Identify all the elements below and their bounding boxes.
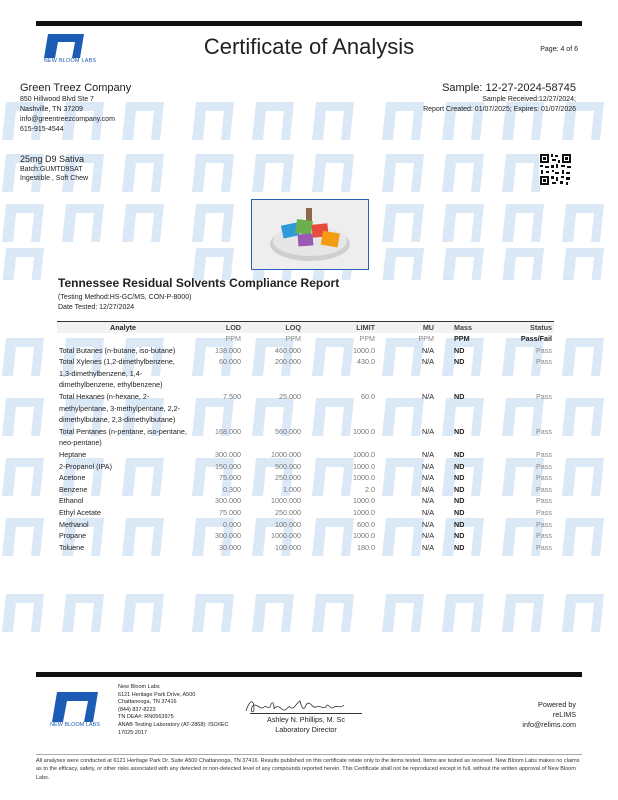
sample-info bbox=[423, 82, 576, 115]
product-photo bbox=[251, 199, 369, 270]
lab-line: 17025:2017 bbox=[118, 729, 148, 736]
table-row bbox=[57, 472, 554, 484]
lab-line: New Bloom Labs bbox=[118, 684, 160, 690]
cell-lod: 150.000 bbox=[215, 461, 241, 471]
lab-line: (844) 837-8223 bbox=[118, 706, 156, 713]
report-title: Tennessee Residual Solvents Compliance Report bbox=[58, 276, 340, 290]
powered-by-label: Powered by bbox=[538, 700, 576, 709]
cell-status: Pass bbox=[536, 507, 552, 517]
cell-analyte: Ethanol bbox=[59, 496, 84, 506]
column-header: LOD bbox=[189, 322, 243, 334]
lab-address bbox=[118, 684, 228, 737]
cell-mass: ND bbox=[454, 461, 465, 471]
cell-analyte: Toluene bbox=[59, 542, 85, 552]
cell-mu: N/A bbox=[422, 357, 434, 367]
report-created: Report Created: 01/07/2025; Expires: 01/07/2026 bbox=[423, 106, 576, 113]
cell-status: Pass bbox=[536, 391, 552, 401]
cell-analyte: Total Pentanes (n-pentane, iso-pentane, neo-pentane) bbox=[59, 426, 187, 448]
table-row bbox=[57, 356, 554, 391]
cell-status: Pass bbox=[536, 531, 552, 541]
lab-line: TN DEA#: RN0563975 bbox=[118, 714, 174, 721]
units-row bbox=[57, 333, 554, 345]
cell-mu: N/A bbox=[422, 461, 434, 471]
cell-lod: 60.000 bbox=[219, 357, 241, 367]
cell-mu: N/A bbox=[422, 449, 434, 459]
cell-mu: N/A bbox=[422, 519, 434, 529]
cell-loq: 500.000 bbox=[275, 461, 301, 471]
unit-cell: PPM bbox=[359, 334, 375, 343]
cell-mass: ND bbox=[454, 542, 465, 552]
report-meta bbox=[58, 293, 191, 313]
cell-mu: N/A bbox=[422, 484, 434, 494]
cell-lod: 0.000 bbox=[223, 519, 241, 529]
director-title: Laboratory Director bbox=[275, 725, 337, 734]
cell-mass: ND bbox=[454, 449, 465, 459]
product-info bbox=[20, 154, 88, 183]
cell-lod: 300.000 bbox=[215, 449, 241, 459]
date-tested: Date Tested: 12/27/2024 bbox=[58, 304, 135, 311]
cell-lod: 75.000 bbox=[219, 507, 241, 517]
table-row bbox=[57, 461, 554, 473]
cell-status: Pass bbox=[536, 519, 552, 529]
cell-analyte: Propane bbox=[59, 531, 87, 541]
cell-loq: 250.000 bbox=[275, 473, 301, 483]
cell-status: Pass bbox=[536, 449, 552, 459]
product-batch: Batch:GUMTD9SAT bbox=[20, 166, 83, 173]
cell-analyte: Heptane bbox=[59, 449, 87, 459]
cell-analyte: Methanol bbox=[59, 519, 89, 529]
cell-limit: 1000.0 bbox=[353, 473, 375, 483]
cell-mu: N/A bbox=[422, 507, 434, 517]
lab-line: Chattanooga, TN 37416 bbox=[118, 699, 177, 706]
cell-limit: 60.0 bbox=[361, 391, 375, 401]
cell-limit: 2.0 bbox=[365, 484, 375, 494]
client-address2: Nashville, TN 37209 bbox=[20, 106, 83, 113]
cell-limit: 1000.0 bbox=[353, 449, 375, 459]
client-info bbox=[20, 82, 131, 135]
cell-mass: ND bbox=[454, 391, 465, 401]
sample-received: Sample Received:12/27/2024; bbox=[482, 96, 576, 103]
cell-limit: 1000.0 bbox=[353, 461, 375, 471]
cell-analyte: 2-Propanol (IPA) bbox=[59, 461, 112, 471]
cell-status: Pass bbox=[536, 461, 552, 471]
cell-limit: 430.0 bbox=[357, 357, 375, 367]
powered-by-name: reLIMS bbox=[552, 710, 576, 719]
cell-mu: N/A bbox=[422, 531, 434, 541]
cell-mass: ND bbox=[454, 531, 465, 541]
product-name: 25mg D9 Sativa bbox=[20, 154, 85, 164]
unit-cell: PPM bbox=[454, 334, 470, 343]
cell-analyte: Acetone bbox=[59, 473, 86, 483]
watermark-band bbox=[0, 590, 618, 660]
unit-cell: PPM bbox=[285, 334, 301, 343]
signature-line bbox=[250, 713, 362, 714]
client-email: info@greentreezcompany.com bbox=[20, 116, 115, 123]
cell-mu: N/A bbox=[422, 542, 434, 552]
cell-limit: 600.0 bbox=[357, 519, 375, 529]
table-row bbox=[57, 495, 554, 507]
cell-mass: ND bbox=[454, 496, 465, 506]
cell-analyte: Total Butanes (n-butane, iso-butane) bbox=[59, 345, 176, 355]
table-row bbox=[57, 391, 554, 426]
document-title: Certificate of Analysis bbox=[203, 34, 415, 59]
cell-mass: ND bbox=[454, 507, 465, 517]
client-address1: 850 Hillwood Blvd Ste 7 bbox=[20, 96, 94, 103]
cell-mu: N/A bbox=[422, 496, 434, 506]
client-name: Green Treez Company bbox=[20, 82, 132, 94]
cell-lod: 300.000 bbox=[215, 496, 241, 506]
cell-mu: N/A bbox=[422, 391, 434, 401]
cell-status: Pass bbox=[536, 345, 552, 355]
cell-lod: 7.500 bbox=[223, 391, 241, 401]
cell-mass: ND bbox=[454, 357, 465, 367]
unit-cell: PPM bbox=[418, 334, 434, 343]
cell-mu: N/A bbox=[422, 426, 434, 436]
cell-mass: ND bbox=[454, 426, 465, 436]
watermark-band bbox=[0, 150, 618, 195]
table-row bbox=[57, 345, 554, 357]
cell-lod: 75.000 bbox=[219, 473, 241, 483]
lab-line: 6121 Heritage Park Drive, A500 bbox=[118, 691, 196, 698]
column-header: Analyte bbox=[57, 322, 189, 334]
logo-text: NEW BLOOM LABS bbox=[43, 58, 97, 64]
table-row bbox=[57, 484, 554, 496]
cell-lod: 300.000 bbox=[215, 531, 241, 541]
cell-limit: 1000.0 bbox=[353, 496, 375, 506]
footer-rule bbox=[36, 672, 582, 677]
cell-lod: 30.000 bbox=[219, 542, 241, 552]
cell-analyte: Total Hexanes (n-hexane, 2-methylpentane, 3-methylpentane, 2,2-dimethylbutane, 2,3-dimethylbutane) bbox=[59, 391, 181, 425]
table-row bbox=[57, 449, 554, 461]
page-number: Page: 4 of 6 bbox=[540, 46, 578, 53]
cell-mu: N/A bbox=[422, 345, 434, 355]
director-block bbox=[240, 715, 372, 735]
column-header: Mass bbox=[436, 322, 496, 334]
unit-cell bbox=[57, 333, 189, 345]
cell-limit: 1000.0 bbox=[353, 531, 375, 541]
column-header: LOQ bbox=[243, 322, 303, 334]
testing-method: (Testing Method:HS-GC/MS, CON-P-8000) bbox=[58, 294, 192, 301]
cell-lod: 0.300 bbox=[223, 484, 241, 494]
cell-loq: 1.000 bbox=[283, 484, 301, 494]
footer-logo-text: NEW BLOOM LABS bbox=[50, 722, 100, 728]
column-header: LIMIT bbox=[303, 322, 377, 334]
column-header: MU bbox=[377, 322, 436, 334]
cell-limit: 1000.0 bbox=[353, 507, 375, 517]
cell-status: Pass bbox=[536, 542, 552, 552]
table-row bbox=[57, 426, 554, 449]
sample-id: Sample: 12-27-2024-58745 bbox=[442, 82, 576, 94]
cell-loq: 250.000 bbox=[275, 507, 301, 517]
cell-loq: 100.000 bbox=[275, 542, 301, 552]
new-bloom-labs-footer-logo bbox=[48, 690, 102, 723]
powered-by-email[interactable]: info@relims.com bbox=[522, 720, 576, 729]
unit-cell: Pass/Fail bbox=[520, 334, 552, 343]
top-rule bbox=[36, 21, 582, 26]
cell-mass: ND bbox=[454, 484, 465, 494]
product-type: Ingestible , Soft Chew bbox=[20, 175, 89, 182]
column-header: Status bbox=[496, 322, 554, 334]
cell-lod: 168.000 bbox=[215, 426, 241, 436]
cell-loq: 25.000 bbox=[279, 391, 301, 401]
cell-status: Pass bbox=[536, 357, 552, 367]
residual-solvents-table bbox=[57, 321, 554, 553]
director-signature bbox=[240, 695, 360, 717]
powered-by-block bbox=[522, 700, 576, 730]
unit-cell: PPM bbox=[225, 334, 241, 343]
cell-loq: 560.000 bbox=[275, 426, 301, 436]
cell-loq: 1000.000 bbox=[271, 496, 301, 506]
qr-code-icon[interactable] bbox=[539, 153, 572, 186]
cell-limit: 1000.0 bbox=[353, 426, 375, 436]
cell-lod: 138.000 bbox=[215, 345, 241, 355]
cell-status: Pass bbox=[536, 426, 552, 436]
cell-analyte: Ethyl Acetate bbox=[59, 507, 101, 517]
table-row bbox=[57, 530, 554, 542]
disclaimer-text: All analyses were conducted at 6121 Heritage Park Dr. Suite A500 Chattanooga, TN 37416. Results published on this certificate relate only to the items tested. Items are tested as received. New Bloom Labs makes no claims as to the efficacy, safety, or other risks associated with any detected or non-detected level of any compounds reported herein. This Certificate shall not be reproduced except in full, without the written approval of New Bloom Labs. bbox=[36, 754, 582, 782]
cell-mass: ND bbox=[454, 519, 465, 529]
cell-loq: 1000.000 bbox=[271, 449, 301, 459]
cell-mu: N/A bbox=[422, 473, 434, 483]
table-row bbox=[57, 542, 554, 554]
client-phone: 615-915-4544 bbox=[20, 126, 64, 133]
cell-status: Pass bbox=[536, 484, 552, 494]
cell-limit: 180.0 bbox=[357, 542, 375, 552]
lab-line: ANAB Testing Laboratory (AT-2868): ISO/IEC bbox=[118, 721, 229, 728]
cell-mass: ND bbox=[454, 345, 465, 355]
cell-mass: ND bbox=[454, 473, 465, 483]
cell-loq: 460.000 bbox=[275, 345, 301, 355]
cell-status: Pass bbox=[536, 496, 552, 506]
cell-limit: 1000.0 bbox=[353, 345, 375, 355]
table-header-row bbox=[57, 322, 554, 334]
cell-status: Pass bbox=[536, 473, 552, 483]
table-row bbox=[57, 507, 554, 519]
cell-analyte: Benzene bbox=[59, 484, 88, 494]
table-row bbox=[57, 519, 554, 531]
cell-loq: 100.000 bbox=[275, 519, 301, 529]
director-name: Ashley N. Phillips, M. Sc bbox=[267, 715, 345, 724]
cell-loq: 1000.000 bbox=[271, 531, 301, 541]
cell-loq: 200.000 bbox=[275, 357, 301, 367]
cell-analyte: Total Xylenes (1,2-dimethylbenzene, 1,3-dimethylbenzene, 1,4-dimethylbenzene, ethylbenzene) bbox=[59, 357, 175, 390]
